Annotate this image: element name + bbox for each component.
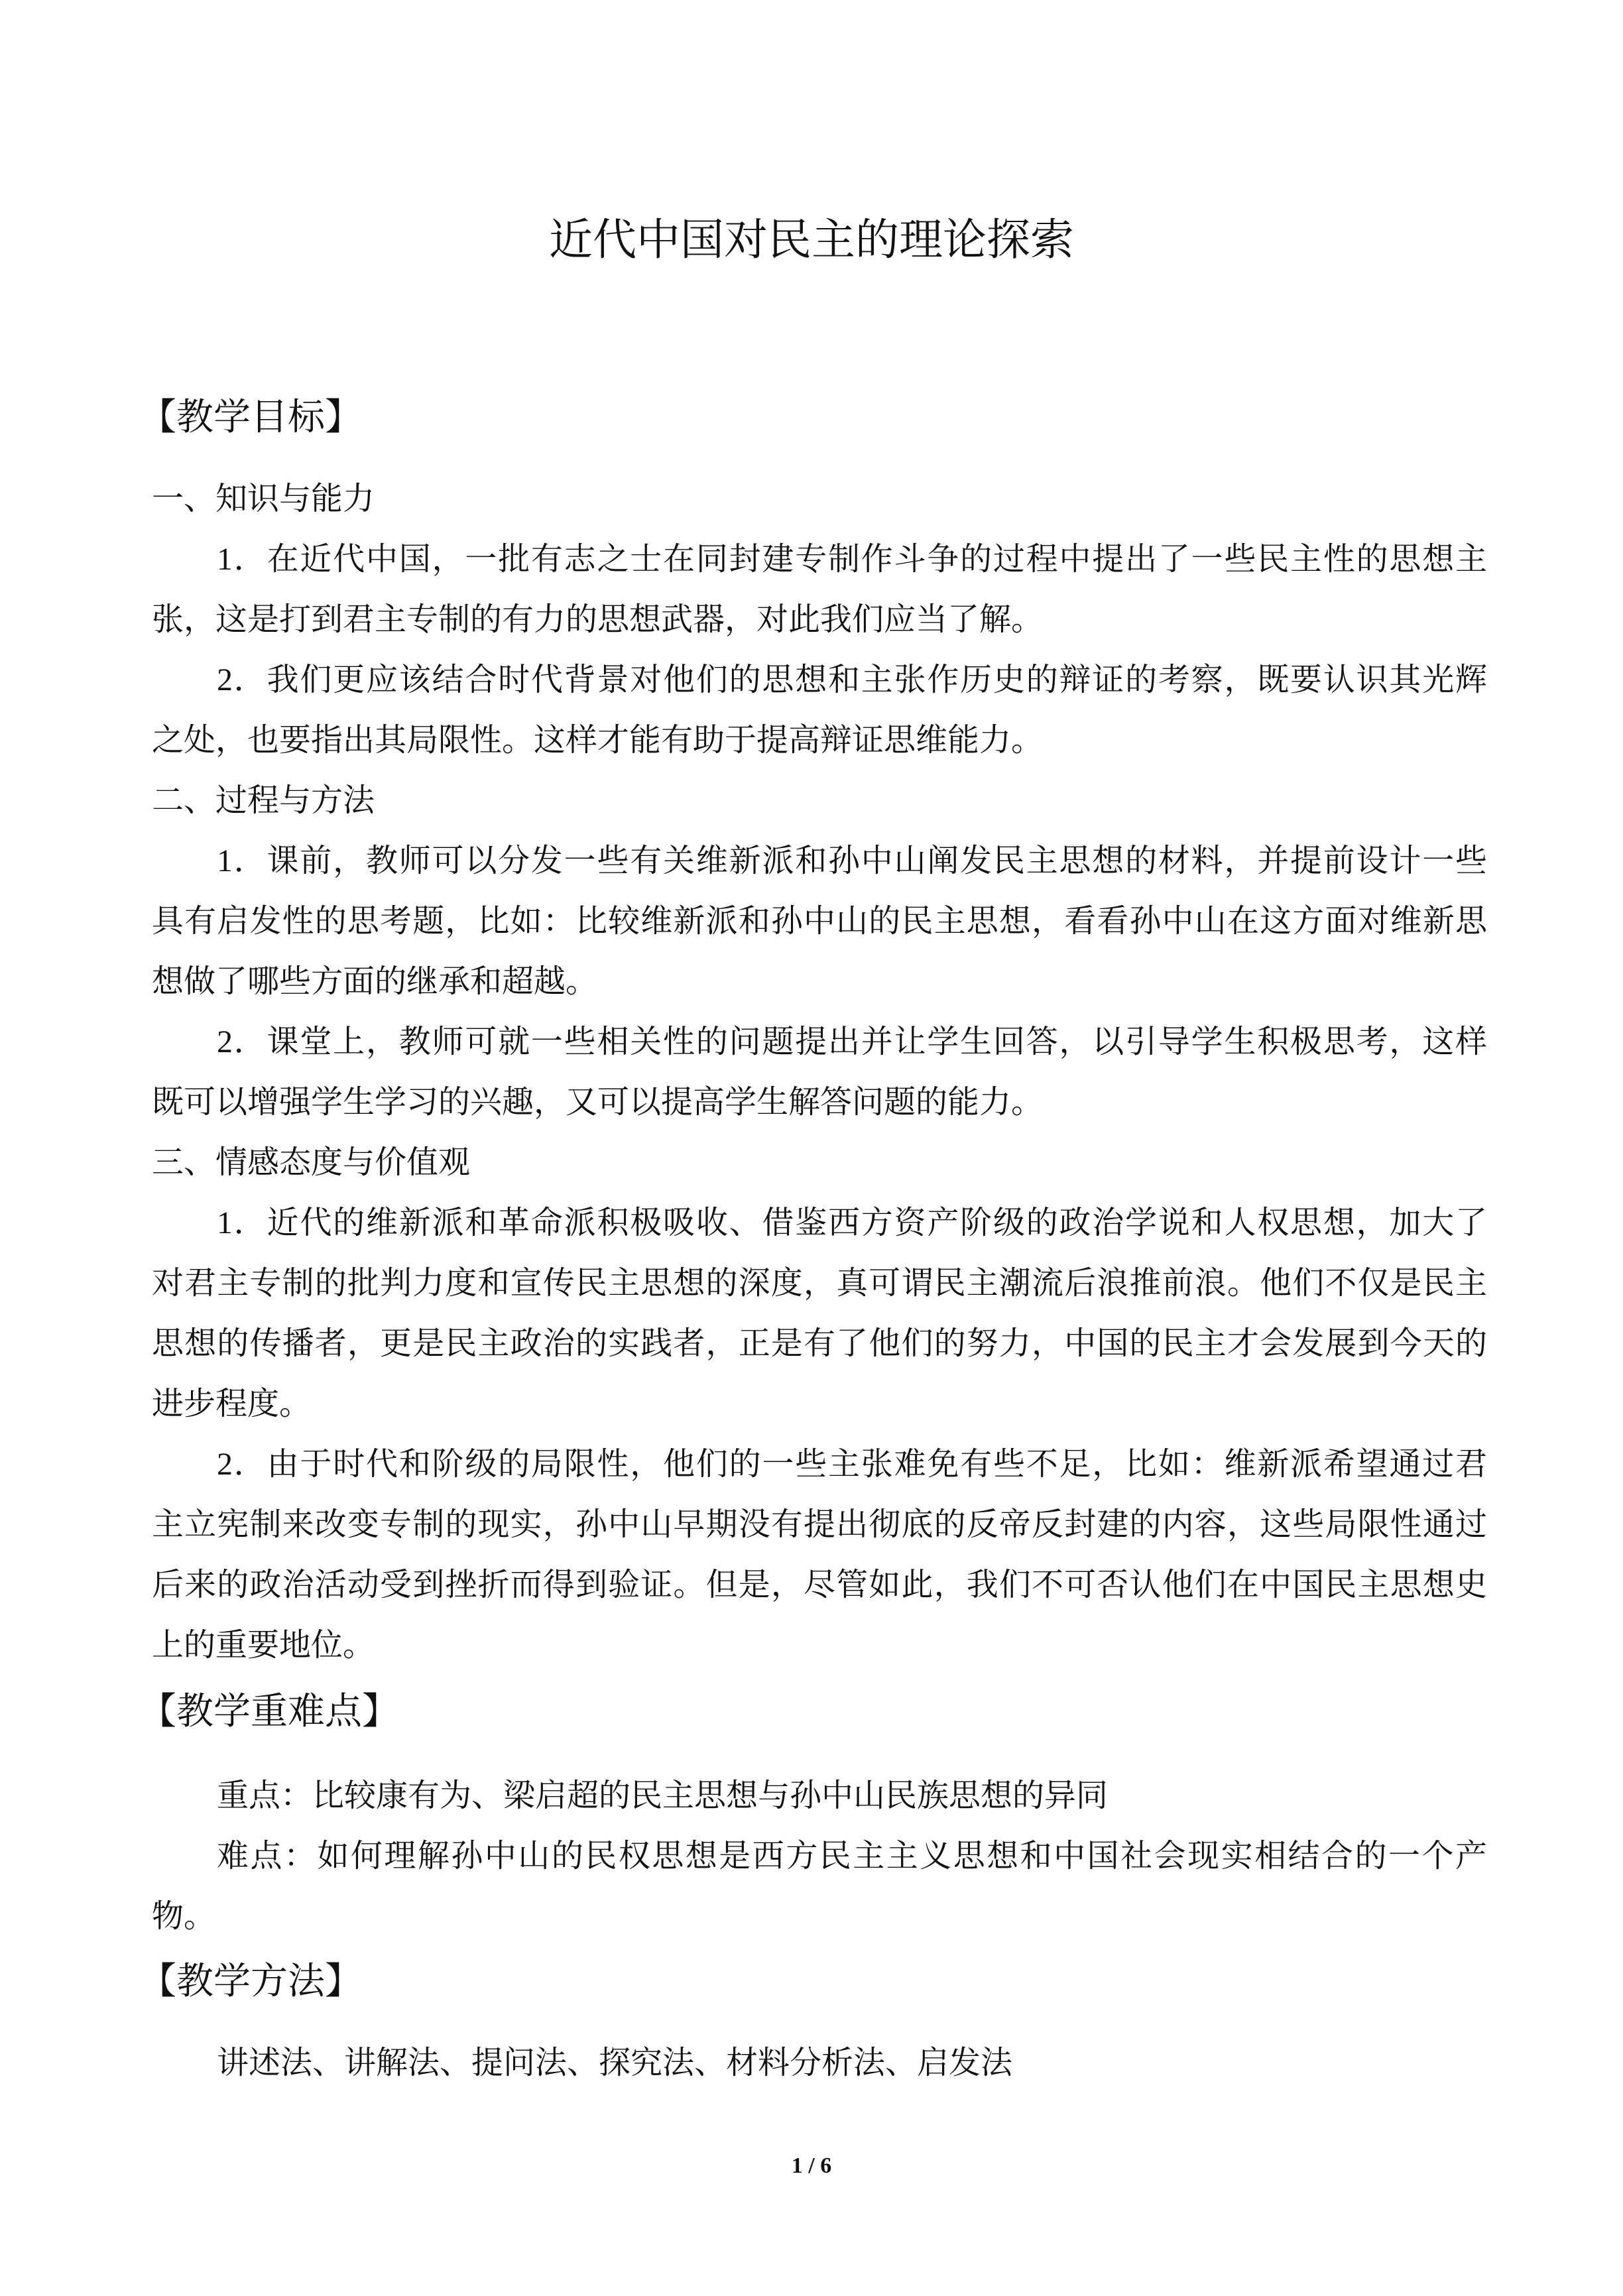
paragraph-line: 2．由于时代和阶级的局限性，他们的一些主张难免有些不足，比如：维新派希望通过君 <box>217 1447 1487 1482</box>
heading-teaching-objectives: 【教学目标】 <box>139 397 362 438</box>
paragraph-line: 1．在近代中国，一批有志之士在同封建专制作斗争的过程中提出了一些民主性的思想主 <box>217 542 1487 577</box>
paragraph-line: 之处，也要指出其局限性。这样才能有助于提高辩证思维能力。 <box>152 723 1044 758</box>
difficult-point-line: 难点：如何理解孙中山的民权思想是西方民主主义思想和中国社会现实相结合的一个产 <box>217 1839 1487 1874</box>
paragraph-line: 对君主专制的批判力度和宣传民主思想的深度，真可谓民主潮流后浪推前浪。他们不仅是民主 <box>152 1266 1487 1301</box>
paragraph-line: 张，这是打到君主专制的有力的思想武器，对此我们应当了解。 <box>152 602 1044 637</box>
paragraph-line: 上的重要地位。 <box>152 1628 375 1663</box>
subheading-knowledge-ability: 一、知识与能力 <box>152 481 375 516</box>
key-difficult-points-body <box>152 1766 1487 1947</box>
paragraph-line: 既可以增强学生学习的兴趣，又可以提高学生解答问题的能力。 <box>152 1085 1044 1120</box>
paragraph-line: 2．我们更应该结合时代背景对他们的思想和主张作历史的辩证的考察，既要认识其光辉 <box>217 662 1487 697</box>
paragraph-line: 1．近代的维新派和革命派积极吸收、借鉴西方资产阶级的政治学说和人权思想，加大了 <box>217 1205 1487 1240</box>
paragraph-line: 进步程度。 <box>152 1386 312 1421</box>
subheading-emotion-values: 三、情感态度与价值观 <box>152 1145 471 1180</box>
teaching-methods-body <box>152 2033 1487 2093</box>
subheading-process-method: 二、过程与方法 <box>152 783 375 818</box>
paragraph-line: 后来的政治活动受到挫折而得到验证。但是，尽管如此，我们不可否认他们在中国民主思想史 <box>152 1567 1487 1602</box>
paragraph-line: 2．课堂上，教师可就一些相关性的问题提出并让学生回答，以引导学生积极思考，这样 <box>217 1024 1487 1059</box>
heading-key-difficult-points: 【教学重难点】 <box>139 1691 399 1732</box>
paragraph-line: 思想的传播者，更是民主政治的实践者，正是有了他们的努力，中国的民主才会发展到今天的 <box>152 1326 1487 1361</box>
key-point-line: 重点：比较康有为、梁启超的民主思想与孙中山民族思想的异同 <box>217 1778 1109 1813</box>
paragraph-line: 主立宪制来改变专制的现实，孙中山早期没有提出彻底的反帝反封建的内容，这些局限性通过 <box>152 1507 1487 1542</box>
difficult-point-line: 物。 <box>152 1899 216 1934</box>
heading-teaching-methods: 【教学方法】 <box>139 1961 362 2002</box>
paragraph-line: 1．课前，教师可以分发一些有关维新派和孙中山阐发民主思想的材料，并提前设计一些 <box>217 843 1487 878</box>
document-title: 近代中国对民主的理论探索 <box>549 216 1074 265</box>
paragraph-line: 具有启发性的思考题，比如：比较维新派和孙中山的民主思想，看看孙中山在这方面对维新思 <box>152 904 1487 939</box>
page-number: 1 / 6 <box>791 2153 832 2178</box>
paragraph-line: 想做了哪些方面的继承和超越。 <box>152 964 598 999</box>
teaching-methods-line: 讲述法、讲解法、提问法、探究法、材料分析法、启发法 <box>217 2045 1013 2081</box>
teaching-objectives-body <box>152 469 1487 1675</box>
